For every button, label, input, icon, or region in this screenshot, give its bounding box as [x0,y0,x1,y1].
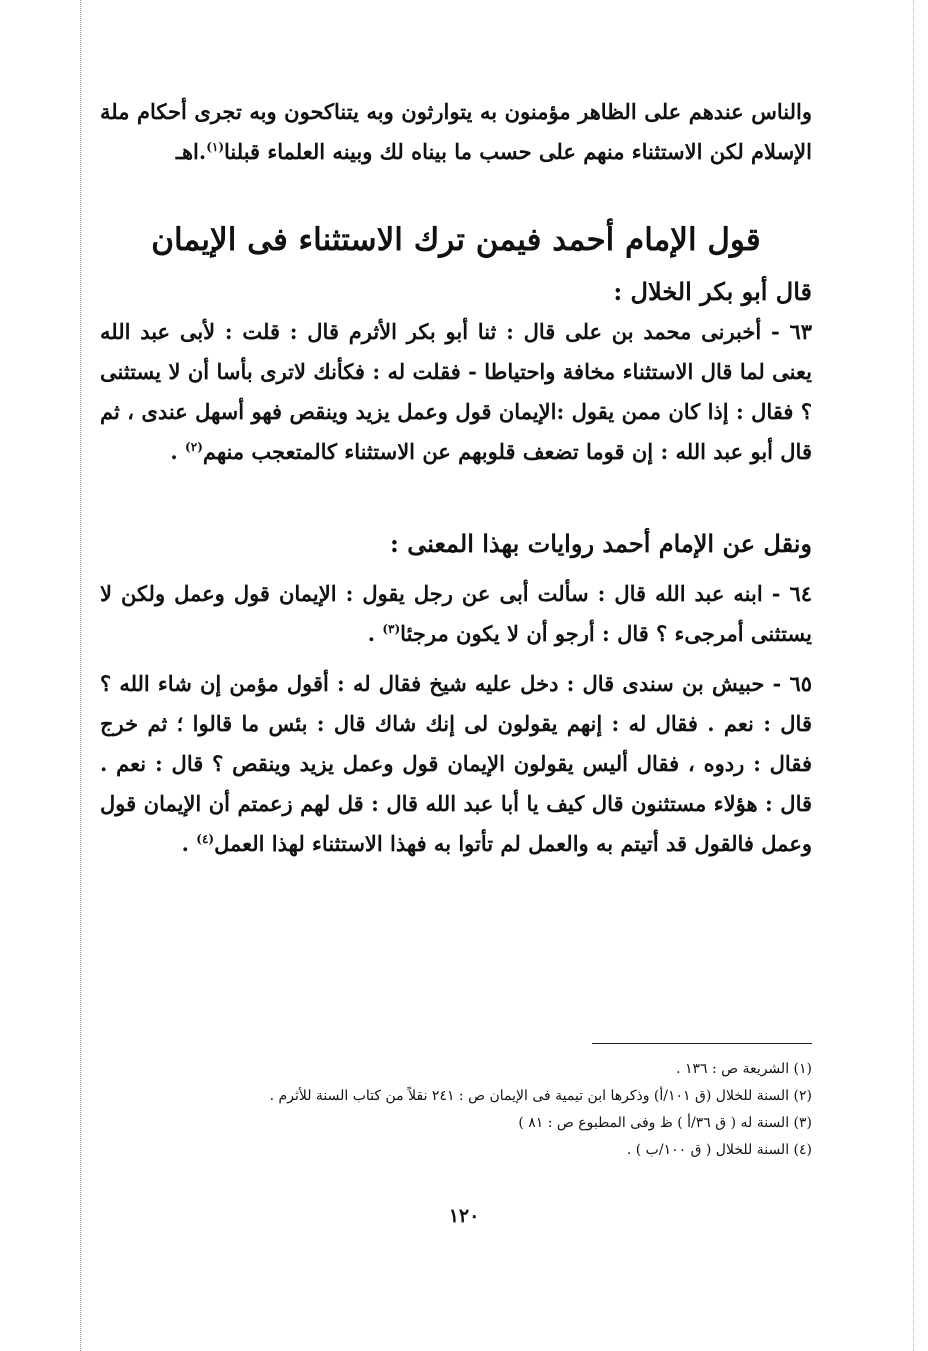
footnote-marker-1: (١) [206,140,225,154]
item-63 [100,312,812,472]
footnote-4: (٤) السنة للخلال ( ق ١٠٠/ب ) . [626,1142,812,1158]
item-63-tail: . [170,439,186,464]
footnote-marker-4: (٤) [196,832,215,846]
item-65-tail: . [181,831,197,856]
item-63-number: ٦٣ - [770,319,812,344]
section2-lead: ونقل عن الإمام أحمد روايات بهذا المعنى : [389,529,812,558]
item-64 [100,574,812,654]
item-63-text: أخبرنى محمد بن على قال : ثنا أبو بكر الأثرم قال : قلت : لأبى عبد الله يعنى لما قال الاستثناء مخافة واحتياطا - فقلت له : فكأنك لاترى بأسا أن لا يستثنى ؟ فقال : إذا كان ممن يقول :الإيمان قول وعمل يزيد وينقص فهو أسهل عندى ، ثم قال أبو عبد الله : إن قوما تضعف قلوبهم عن الاستثناء كالمتعجب منهم [100,319,812,464]
item-64-number: ٦٤ - [771,581,812,606]
item-65 [100,664,812,864]
footnote-separator [592,1043,812,1044]
item-65-number: ٦٥ - [772,671,812,696]
item-64-text: ابنه عبد الله قال : سألت أبى عن رجل يقول : الإيمان قول وعمل ولكن لا يستثنى أمرجىء ؟ قال : أرجو أن لا يكون مرجئا [100,581,812,646]
spacer [100,654,812,664]
main-text [100,92,812,864]
footnote-1: (١) الشريعة ص : ١٣٦ . [676,1061,812,1077]
intro-tail: .اهـ [175,139,207,164]
footnote-2: (٢) السنة للخلال (ق ١٠١/أ) وذكرها ابن تيمية فى الإيمان ص : ٢٤١ نقلاً من كتاب السنة للأثرم . [269,1088,812,1104]
scan-margin-line-right [913,0,914,1351]
footnote-marker-3: (٣) [382,622,401,636]
page-number: ١٢٠ [448,1205,480,1227]
intro-text: والناس عندهم على الظاهر مؤمنون به يتوارثون وبه يتناكحون وبه تجرى أحكام ملة الإسلام لكن الاستثناء منهم على حسب ما بيناه لك وبينه العلماء قبلنا [100,99,812,164]
item-64-tail: . [367,621,383,646]
scan-margin-line-left [80,0,81,1351]
section-heading: قول الإمام أحمد فيمن ترك الاستثناء فى الإيمان [151,222,761,258]
item-65-narrator: حبيش بن سندى قال : [566,671,765,696]
footnote-3: (٣) السنة له ( ق ٣٦/أ ) ظ وفى المطبوع ص : ٨١ ) [518,1115,812,1131]
item-65-text: دخل عليه شيخ فقال له : أقول مؤمن إن شاء الله ؟ قال : نعم . فقال له : إنهم يقولون لى إنك شاك قال : بئس ما قالوا ؛ ثم خرج فقال : ردوه ، فقال أليس يقولون الإيمان قول وعمل يزيد وينقص ؟ قال : نعم . قال : هؤلاء مستثنون قال كيف يا أبا عبد الله قال : قل لهم زعمتم أن الإيمان قول وعمل فالقول قد أتيتم به والعمل لم تأتوا به فهذا الاستثناء لهذا العمل [100,671,812,856]
footnotes [100,1056,812,1164]
intro-paragraph [100,92,812,172]
footnote-marker-2: (٢) [185,440,203,454]
spacer [100,472,812,524]
section1-lead: قال أبو بكر الخلال : [613,277,812,306]
spacer [100,564,812,574]
